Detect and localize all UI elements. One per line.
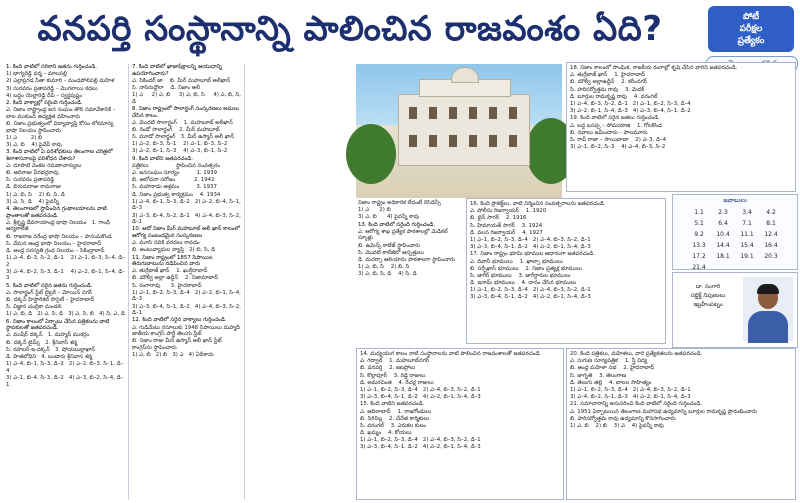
question-line: సి. సురవరం ప్రతాపరెడ్డి [6,177,55,184]
answer-cell: 13.3 [692,242,706,249]
question-line: బి. నిజాం రాజు మీర్ ఉస్మాన్ అలీ ఖాన్ స్టేట్ కాంగ్రెస్‌ను స్థాపించారు [132,338,224,351]
question-line: 3) ఎ, బి 4) పైవన్నీ కావు [358,214,420,221]
answer-key-title: జవాబులు [723,197,747,204]
question-line: 5. కింది వాటిలో సరైన జతను గుర్తించండి. [6,282,93,289]
question-line: 17. నిజాం రాష్ట్రం భూమి భూముల ఆధారంగా జతపరచండి. [470,251,596,258]
question-line: బి. దక్కన్ హిస్టారికల్ సొసైటీ – హైదరాబాద్ [6,297,95,304]
question-line: ఎ. నిజాం రాష్ట్రాంధ్ర జన సంఘం తొలి సమావేశానికి – బాల ముకుంద్ అధ్యక్షత వహించారు [6,107,118,120]
question-line: ఎ. సాలార్జంగ్ స్టేట్ లైబ్రరీ – మోయిన్ నగర్ [6,289,93,296]
question-line: సి. వేమన ఆంధ్ర భాషా నిలయం – హైదరాబాద్ [6,240,102,247]
question-line: 1) ఎ 2) బి [6,134,43,141]
question-line: 1) ఎ, బి 2) బి 3) ఎ 4) ఏదీకాదు [132,352,214,359]
question-line: ఎ. దూపాటి వెంకట రమణాచార్యులు [6,162,82,169]
question-line: 3. కింది వాటిలో ఏ పరిశోధకులు తెలంగాణ చరిత్రలో శిలాశాసనాలపై పరిశోధన చేశారు? [6,149,115,162]
author-card [672,272,798,348]
answer-cell: 15.4 [740,242,754,249]
question-line: సి. రహబర్-ఇ-దక్కన్ 3. షోయబుల్లాఖాన్ [6,346,96,353]
author-role: సబ్జెక్ట్ నిపుణులు [690,293,726,299]
question-line: 1) ఎ–4, బి–3, సి–2, డి–1 2) ఎ–1, బి–2, సి–3, డి–4 [570,100,691,107]
question-line: 4) బద్ధం యెల్లారెడ్డి దీపి – స్వర్ణపుష్టం [6,92,83,99]
answer-cell: 14.4 [716,242,730,249]
question-line: 10. ఆదో నిజాం మీర్ మహబూబ్ అలీ ఖాన్ కాలంలో ఆరోగ్య సంబంధమైన సంస్కరణలు [132,226,242,239]
question-line: సి. జాగీర్ భూములు 3. జాగీర్దారుల భూములు [470,272,571,279]
question-line: బి. రాజరాజ నరేంద్ర భాషా నిలయం – హనుమకొండ [6,233,112,240]
question-line: 14. మధ్యయుగ కాలం నాటి సంస్థానాలను వాటి పాలించిన రాజవంశాలతో జతపరచండి. [360,351,542,357]
question-line: 1) ఎ–4, బి–3, సి–2, డి–1 2) ఎ–1, బి–3, సి–4, డి–2 [6,255,126,268]
window [509,135,517,147]
question-line: 3) ఎ–3, బి–4, సి–1, డి–2 4) ఎ–2, బి–1, సి–4, డి–3 [360,394,481,401]
question-line: 20. కింది పత్రికలు, మహిళలు, వారి ప్రత్యేకతలను జతపరచండి. [570,351,703,357]
answer-cell: 10.4 [716,231,730,238]
question-line: 7. కింది వాటిలో ఖాజాషేక్షాలన్ని ఆయుధాన్ని ఉపయోగించారు? [132,64,224,77]
question-line: 1) ఎ–1, బి–2, సి–3, డి–4 2) ఎ–4, బి–3, సి–2, డి–1 [570,386,691,393]
question-line: ఎ. ఆదిలాబాద్ 1. రాజగోండులు [360,408,432,415]
question-line: 1) ఎ, బి 2) బి 3) ఎ 4) పైవన్నీ కావు [570,422,664,429]
question-line: 1) ఎ 2) ఎ, బి 3) ఎ, బి, సి 4) ఎ, బి, సి, డి [132,92,243,105]
question-line: ఎ. తుర్రేబాజ్ ఖాన్ 1. హైదరాబాద్ [570,72,646,79]
question-line: 3) ఎ–2, బి–1, సి–3 4) ఎ–3, బి–1, సి–2 [132,148,228,155]
question-line: 3) ఎ, బి, సి, డి 4) సి, డి [358,271,417,278]
question-line: 21. సమాచారాన్ని అనుసరించి కింది వాటిలో సరైంది గుర్తించండి. [570,401,703,408]
answer-cell: 9.2 [694,231,704,238]
question-line: ఎ. ఆరోగ్య శాఖ ప్రత్యేక పాఠశాలల్లో మెడికల్ స్కూళ్లు [358,228,450,242]
window [409,107,417,119]
question-line: 1. కింది వాటిలో సరికాని జతను గుర్తించండి. [6,64,97,70]
question-line: బి. బైన్ సాగర్ 2. 1916 [470,215,527,222]
answer-cell: 2.3 [718,209,728,216]
question-line: 3) ఎ–1, బి–2, సి–3 4) ఎ–4, బి–3, సి–2 [570,144,666,151]
question-16-box [466,198,666,344]
question-line: 19. కింది వాటిలో సరైన జతలు గుర్తించండి. [570,115,660,122]
question-line: బి. నవాబు జమీందారు – పాలమూరు [570,129,648,136]
question-line: బి. ఆంధ్ర మహిళా సభ 2. హైదరాబాద్ [570,365,655,372]
answer-row [687,229,783,240]
question-line: 1) ఎ–1, బి–2, సి–3, డి–4 2) ఎ–4, బి–3, సి–2, డి–1 [470,287,591,294]
author-place: ఇబ్రహీంపట్నం [693,302,723,308]
question-line: 1) ఎ–1, బి–2, సి–3, డి–4 2) ఎ–4, బి–3, సి–2, డి–1 [470,236,591,243]
answer-row [687,240,783,251]
question-line: 1) ఎ, బి, డి 2) ఎ, సి, డి 3) ఎ, సి, బి 4) సి, ఎ, డి [6,311,125,318]
answer-table [687,207,783,273]
question-line: బి. సిరిసిల్ల 2. చేనేత కార్మికులు [360,415,430,422]
question-20-box [566,348,796,500]
question-line: 1) ఎ–1, బి–2, సి–3, డి–4 2) ఎ–4, బి–3, సి–2, డి–1 [360,437,481,444]
question-line: డి. తెలుగు తల్లి 4. బాలల సాహిత్యం [570,379,652,386]
author-photo [743,277,793,341]
question-line: 1) ఎ–1, బి–2, సి–3, డి–4 2) ఎ–4, బి–3, సి–2, డి–1 [360,386,481,393]
answer-cell: 17.2 [692,253,706,260]
window [429,135,437,147]
answer-cell: 7.1 [742,220,752,227]
question-line: డి. మదర్సా ఆలియాను పాఠశాలగా స్థాపించారు [358,256,456,263]
question-line: ఎ. తుర్రేబాజ్ ఖాన్ 1. ఖుర్షీదాబాద్ [132,268,208,275]
question-line: బి. సర్ఫేఖాస్ భూములు 2. నిజాం ప్రత్యక్ష భూములు [470,265,582,272]
question-line: సి. హరిసర్వోత్తమ రావు 3. మెదక్ [570,86,645,93]
question-line: డి. హితబోధిని 4. బండారు శ్రీనివాస శర్మ [6,353,93,360]
question-line: 1) ఎ–4, బి–1, సి–3, డి–2 2) ఎ–2, బి–3, సి–1, డి–4 [6,361,124,374]
page-title: వనపర్తి సంస్థానాన్ని పాలించిన రాజవంశం ఏది? [37,9,663,49]
question-line: 15. కింది వాటిని జతపరచండి. [360,401,425,408]
question-line: సి. రావ్ రాజా – సాయిబాబా 2) ఎ–3, డి–4 [570,136,667,143]
tree-shape [346,124,396,184]
answer-cell: 3.4 [742,209,752,216]
answer-cell: 1.1 [694,209,704,216]
answer-cell: 20.3 [764,253,778,260]
question-line: 6. నిజాం కాలంలో ఏర్పాటు చేసిన పత్రికలను వాటి స్థాపకులతో జతపరచండి. [6,318,112,332]
window [469,107,477,119]
question-line: సి. మొదటి కాలేజీలో ఆస్పత్రులు [358,249,424,256]
question-line: డి. బిరుదురాజు రామరాజు [6,184,62,191]
column-divider [244,64,245,500]
palace-dome [451,67,479,83]
column-divider [128,64,129,500]
window [409,135,417,147]
palace-building [398,94,530,166]
question-line: ఎ. ముషీర్ దక్కన్ 1. మహ్మద్ ముకర్రం [6,332,90,339]
question-line: బి. రెండో సాలార్జంగ్ 2. మీర్ మహబూబ్ [132,126,220,133]
question-line: ఎ. గద్వాల్ 1. మహబూబ్‌నగర్ [360,358,430,365]
question-line: 3) ఎ, బి 4) పైవేవీ కావు [6,141,62,148]
question-14-box [356,348,564,500]
question-line: 8. నిజాం రాష్ట్రంలో సాలార్జంగ్ సంస్కరణలు అమలు చేసిన కాలం. [132,105,241,119]
question-line: ఎ. బద్ద బసప్ప – సోమయాజి 1. గోలకొండ [570,122,662,129]
question-line: 3) ఎ–3, బి–4, సి–2, డి–1 4) ఎ–4, బి–3, సి–2, డి–1 [132,212,243,226]
question-line: బి. ఉమెన్స్ కాలేజ్ స్థాపించారు [358,242,421,249]
question-line: 3) ఎ, సి, డి 4) పైవన్నీ [6,198,60,205]
column-3 [358,200,464,340]
question-line: డి. ఆంధ్ర సరస్వతి గ్రంథ నిలయం – సికింద్రాబాద్ [6,247,105,254]
answer-cell: 5.1 [694,220,704,227]
question-line: 1) ఎ–4, బి–1, సి–3, డి–2 2) ఎ–2, బి–4, సి–1, డి–3 [132,198,243,212]
answer-cell: 19.1 [740,253,754,260]
question-line: సి. మహానాడు ఆశ్రమం 3. 1937 [132,184,217,191]
question-line: 3) ఎ–1, బి–4, సి–3, డి–2 4) ఎ–3, బి–2, సి–4, డి–1 [6,374,124,388]
question-line: పత్రికలు స్థాపించిన సంవత్సరం [132,162,221,169]
special-badge [708,6,794,52]
question-18-box [566,62,796,192]
window [509,107,517,119]
question-line: సి. హిమాయత్ సాగర్ 3. 1924 [470,222,543,229]
question-line: 1) ఎ–2, బి–3, సి–1 2) ఎ–1, బి–3, సి–2 [132,141,228,148]
question-line: డి. బూర్గుల రామకృష్ణ రావు 4. వరంగల్ [570,93,658,100]
question-line: డి. వలస రిజర్వాయర్ 4. 1927 [470,229,543,236]
question-line: డి. అమరచింత 4. రేచర్ల రాజులు [360,379,434,386]
question-line: ఎ. సికిందర్ జా బి. మీర్ మహబూబ్ అలీఖాన్ [132,77,231,84]
question-line: 3) సురవరం ప్రతాపరెడ్డి – మొగలాయి కథలు [6,85,98,92]
question-line: బి. అంటువ్యాధుల వ్యాప్తి 2) బి, సి, డి [132,247,216,254]
question-line: 1) ఎ–1, బి–2, సి–3, డి–4 2) ఎ–2, బి–1, సి–4, డి–3 [132,289,243,303]
question-line: 3) ఎ–4, బి–2, సి–3, డి–1 4) ఎ–2, బి–1, సి–4, డి–3 [6,268,126,282]
question-line: బి. హరిసర్వోత్తమ రావు ఉద్యమాన్ని కొనసాగించారు [570,415,676,422]
answer-cell: 11.1 [740,231,754,238]
question-line: 3) ఎ–3, బి–4, సి–1, డి–2 4) ఎ–2, బి–1, సి–4, డి–3 [360,444,481,451]
question-line: బి. ఆలోచనా సరోజం 2. 1942 [132,177,215,184]
answer-cell: 16.4 [764,242,778,249]
question-line: ఎ. దివానీ భూములు 1. ఖాల్సా భూములు [470,258,563,265]
question-line: బి. నిజాం ప్రభుత్వంలో విద్యావ్యాప్తి కోసం లోకమాన్య భాషా నిలయం స్థాపించారు [6,120,116,134]
badge-line-2: పరీక్షల [739,24,763,34]
question-line: 3) ఎ–2, బి–1, సి–4, డి–3 4) ఎ–3, బి–4, సి–1, డి–2 [570,108,691,115]
question-line: 3) ఎ–3, బి–4, సి–1, డి–2 4) ఎ–4, బి–3, సి–2, డి–1 [132,303,243,317]
window [449,135,457,147]
question-line: ఎ. 1951 ఏర్పాటయిన తెలంగాణ మహాసభ ఉద్యమాన్ని బూర్గుల రామకృష్ణ ప్రారంభించారు [570,408,758,415]
question-line: 9. కింది వాటిని జతపరచండి. [132,155,193,162]
question-line: ఎ. పోలీసు రిజర్వాయర్ 1. 1920 [470,208,547,215]
answer-cell: 4.2 [766,209,776,216]
palace-photo [356,64,562,198]
column-2 [132,64,242,500]
question-line: 1) ఎ 2) బి [358,207,391,214]
question-line: 2) ఎల్లాప్రగడ సీతా కుమారి – మండపోలిపల్లి మహిళ [6,78,115,85]
question-line: సి. కొల్లాపూర్ 3. రెడ్డి రాజులు [360,372,426,379]
window [489,107,497,119]
question-line: 12. కింది వాటిలో సరైన వాక్యాలు గుర్తించండి. [132,317,227,324]
question-line: 16. కింది ప్రాజెక్ట్‌లు, వాటి నిర్మించిన సంవత్సరాలను జతపరచండి. [470,201,606,207]
answer-cell: 12.4 [764,231,778,238]
question-line: 1) ఎ, బి, సి 2) బి, సి, డి [6,191,65,198]
question-line: ఎ. మూసి నదికి వరదలు రావడం [132,240,200,247]
column-1 [6,64,126,500]
question-line: 13. కింది వాటిలో సరైంది గుర్తించండి. [358,221,436,228]
question-line: 4. తెలంగాణలో స్థాపించిన గ్రంథాలయాలను వాటి ప్రాంతాలతో జతపరచండి. [6,205,109,219]
question-line: 3) ఎ–4, బి–2, సి–1, డి–3 4) ఎ–2, బి–1, సి–4, డి–3 [570,394,691,401]
question-line: 18. నిజాం కాలంలో సాంఘిక, రాజకీయ రంగాల్లో కృషి చేసిన వారిని జతపరచండి. [570,65,738,71]
answer-row [687,218,783,229]
question-line: 1) ఎ, బి, సి 2) బి, సి [358,264,410,271]
question-line: ఎ. జనసంఘం సూర్యం 1. 1939 [132,170,218,177]
answer-cell: 6.4 [718,220,728,227]
answer-cell: 21.4 [692,264,706,271]
question-line: డి. ఇనామ్ భూములు 4. దానం చేసిన భూములు [470,280,577,287]
question-line: సి. జాగృతి 3. తెలంగాణ [570,372,627,379]
question-line: ఎ. సుగుణ సూర్యపత్రిక 1. స్త్రీ విద్య [570,358,648,365]
answer-key [672,194,798,270]
author-shirt [748,311,788,343]
question-line: బి. మౌల్వీ అల్లా ఉద్దీన్ 2. నిజామాబాద్ [132,275,219,282]
question-line: 3) ఎ–3, బి–4, సి–1, డి–2 4) ఎ–2, బి–1, సి–4, డి–3 [470,294,591,301]
question-line: నిజాం రాష్ట్రం అధికారిక లేదంటే రెసిడెన్సీ [358,200,441,206]
badge-line-3: ప్రత్యేకం [737,36,765,46]
window [429,107,437,119]
question-line: బి. దక్కన్ టైమ్స్ 2. శ్రీనివాస్ శర్మ [6,339,78,346]
window [449,107,457,119]
question-line: ఎ. శ్రీకృష్ణ దేవరాయాంధ్ర భాషా నిలయం 1. గాంధీ ఆర్యకాలేజీ [6,219,112,233]
headline-area [0,0,700,66]
author-name: డా. సంగారి [695,284,721,290]
question-line: 2. కింది వాక్యాల్లో సరైంది గుర్తించండి. [6,99,83,106]
question-line: సి. నాసిరుద్దౌలా డి. నిజాం అలీ [132,84,201,91]
badge-line-1: పోటీ [742,12,760,22]
question-line: 1) భాగ్యరెడ్డి వర్మ – మాలపల్లి [6,71,67,78]
window [489,135,497,147]
answer-row [687,207,783,218]
answer-row [687,251,783,262]
question-line: 3) ఎ–3, బి–4, సి–1, డి–2 4) ఎ–2, బి–1, సి–4, డి–3 [470,244,591,251]
author-text [676,283,740,310]
question-line: సి. వరంగల్ 3. ఎరుకల కులం [360,422,427,429]
question-line: ఎ. గుడిమేటు రసూలుకు 1948 సిపాయిలు మహ్మదీ జాతీయ కాంగ్రెస్ పార్టీ తెలుగు స్టేట్ [132,324,242,338]
question-line: బి. వనపర్తి 2. జటప్రోలు [360,365,416,372]
author-hair [757,284,779,294]
answer-cell: 18.1 [716,253,730,260]
question-line: 11. నిజాం రాష్ట్రంలో 1857 సిపాయిల తిరుగుబాటును నడిపించిన వారు [132,254,215,268]
question-line: డి. నిజాం ప్రభుత్వ కార్యక్రమం 4. 1934 [132,191,221,198]
question-line: ఎ. మొదటి సాలార్జంగ్ 1. మహబూబ్ అలీఖాన్ [132,119,233,126]
question-line: బి. మౌల్వీ అల్లాఉద్దీన్ 2. కరీంనగర్ [570,79,647,86]
question-line: బి. ఆదిరాజు వీరభద్రరావు [6,170,59,177]
answer-cell: 8.1 [766,220,776,227]
question-line: సి. రంగారావు 3. హైదరాబాద్ [132,282,202,289]
question-line: డి. ఖమ్మం 4. కోయలు [360,430,412,437]
question-line: సి. మూడో సాలార్జంగ్ 3. మీర్ ఉస్మాన్ అలీ ఖాన్ [132,134,235,141]
window [469,135,477,147]
question-line: సి. విజ్ఞాన చంద్రికా మండలి [6,304,62,311]
